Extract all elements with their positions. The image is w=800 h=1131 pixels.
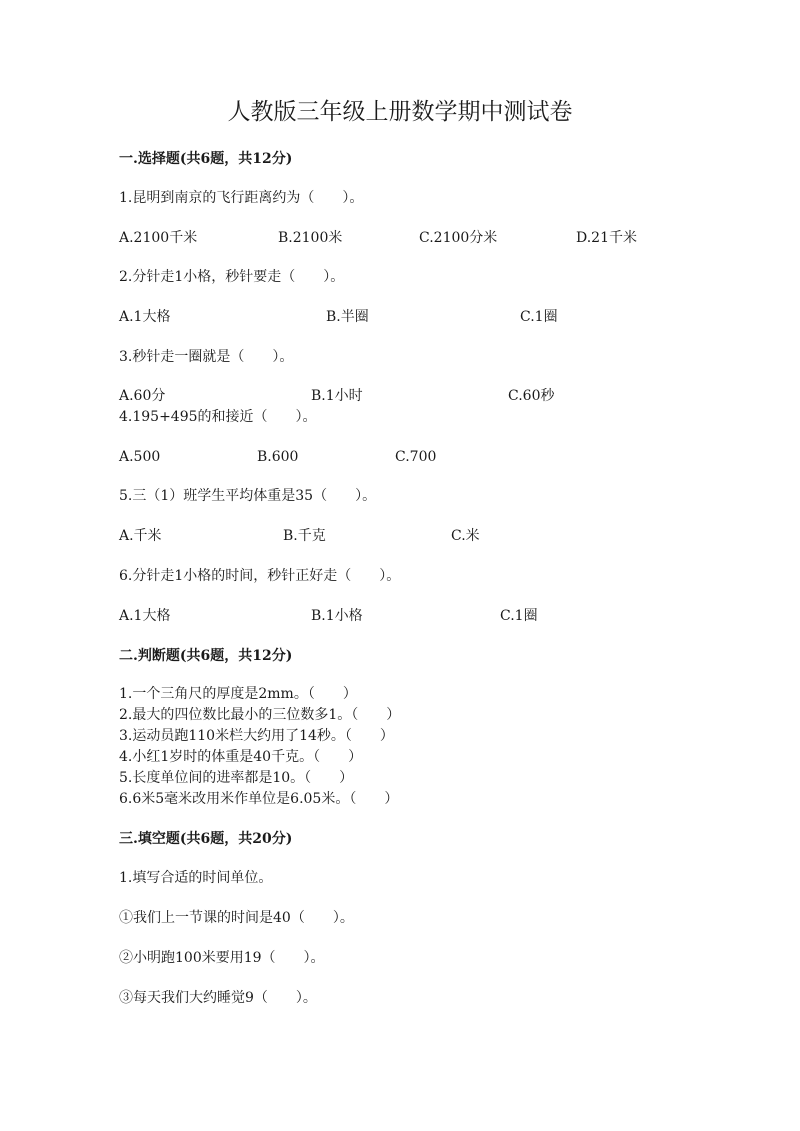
question-6: 6.分针走1小格的时间，秒针正好走（ ）。: [119, 568, 401, 584]
question-2-option-b: B.半圈: [326, 309, 369, 325]
section-header-choice: 一.选择题(共6题，共12分): [119, 151, 293, 167]
question-5-option-b: B.千克: [283, 528, 326, 544]
question-5-option-c: C.米: [451, 528, 480, 544]
question-6-option-c: C.1圈: [500, 608, 538, 624]
question-3-option-b: B.1小时: [311, 388, 363, 404]
question-4-option-a: A.500: [119, 449, 161, 465]
question-4-option-b: B.600: [257, 449, 299, 465]
judgment-item-1: 1.一个三角尺的厚度是2mm。（ ）: [119, 686, 357, 702]
judgment-item-5: 5.长度单位间的进率都是10。（ ）: [119, 770, 354, 786]
fill-item-1: 1.填写合适的时间单位。: [119, 870, 273, 886]
judgment-item-6: 6.6米5毫米改用米作单位是6.05米。（ ）: [119, 791, 399, 807]
question-1-option-d: D.21千米: [576, 230, 637, 246]
question-1-option-b: B.2100米: [278, 230, 343, 246]
fill-item-1c: ③每天我们大约睡觉9（ ）。: [119, 990, 317, 1006]
question-3: 3.秒针走一圈就是（ ）。: [119, 349, 294, 365]
question-1-option-c: C.2100分米: [419, 230, 498, 246]
question-6-option-b: B.1小格: [311, 608, 363, 624]
question-3-option-c: C.60秒: [508, 388, 555, 404]
judgment-item-2: 2.最大的四位数比最小的三位数多1。（ ）: [119, 707, 401, 723]
fill-item-1a: ①我们上一节课的时间是40（ ）。: [119, 910, 354, 926]
question-2: 2.分针走1小格，秒针要走（ ）。: [119, 269, 345, 285]
question-1-option-a: A.2100千米: [119, 230, 198, 246]
question-2-option-a: A.1大格: [119, 309, 171, 325]
judgment-item-3: 3.运动员跑110米栏大约用了14秒。（ ）: [119, 728, 394, 744]
question-5-option-a: A.千米: [119, 528, 162, 544]
section-header-fill: 三.填空题(共6题，共20分): [119, 831, 293, 847]
judgment-item-4: 4.小红1岁时的体重是40千克。（ ）: [119, 749, 363, 765]
question-5: 5.三（1）班学生平均体重是35（ ）。: [119, 488, 377, 504]
question-2-option-c: C.1圈: [520, 309, 558, 325]
section-header-judgment: 二.判断题(共6题，共12分): [119, 648, 293, 664]
question-4: 4.195+495的和接近（ ）。: [119, 409, 317, 425]
question-3-option-a: A.60分: [119, 388, 166, 404]
question-1: 1.昆明到南京的飞行距离约为（ ）。: [119, 190, 364, 206]
page-title: 人教版三年级上册数学期中测试卷: [227, 99, 573, 125]
fill-item-1b: ②小明跑100米要用19（ ）。: [119, 950, 325, 966]
question-6-option-a: A.1大格: [119, 608, 171, 624]
question-4-option-c: C.700: [395, 449, 437, 465]
